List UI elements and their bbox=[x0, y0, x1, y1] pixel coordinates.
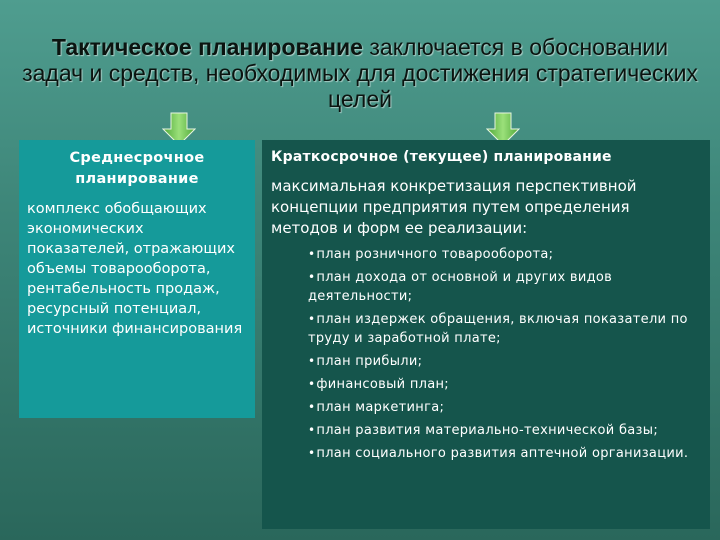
list-item bbox=[308, 421, 701, 440]
medium-term-description: комплекс обобщающих экономических показателей, отражающих объемы товарооборота, рентабельность продаж, ресурсный потенциал, источники финансирования bbox=[27, 201, 243, 337]
bullet-icon: • bbox=[308, 354, 316, 368]
medium-term-heading: Среднесрочное планирование bbox=[69, 150, 205, 187]
list-item bbox=[308, 268, 701, 306]
list-item-text: план дохода от основной и других видов деятельности; bbox=[308, 270, 613, 304]
list-item bbox=[308, 352, 701, 371]
list-item-text: финансовый план; bbox=[316, 377, 449, 392]
bullet-icon: • bbox=[308, 312, 316, 326]
title-rest: заключается в обосновании задач и средств, необходимых для достижения стратегических целей bbox=[22, 34, 698, 112]
plan-list bbox=[271, 245, 701, 463]
title-bold: Тактическое планирование bbox=[51, 34, 363, 60]
bullet-icon: • bbox=[308, 270, 316, 284]
list-item-text: план прибыли; bbox=[316, 354, 423, 369]
bullet-icon: • bbox=[308, 423, 316, 437]
short-term-heading: Краткосрочное (текущее) планирование bbox=[271, 149, 612, 165]
bullet-icon: • bbox=[308, 247, 316, 261]
slide-title bbox=[20, 34, 700, 112]
list-item bbox=[308, 310, 701, 348]
list-item bbox=[308, 398, 701, 417]
bullet-icon: • bbox=[308, 400, 316, 414]
medium-term-planning-box bbox=[19, 140, 255, 418]
list-item-text: план издержек обращения, включая показатели по труду и заработной плате; bbox=[308, 312, 688, 346]
short-term-intro: максимальная конкретизация перспективной концепции предприятия путем определения методов и форм ее реализации: bbox=[271, 177, 637, 237]
short-term-planning-box bbox=[262, 140, 710, 529]
list-item bbox=[308, 375, 701, 394]
bullet-icon: • bbox=[308, 377, 316, 391]
list-item-text: план маркетинга; bbox=[316, 400, 445, 415]
bullet-icon: • bbox=[308, 446, 316, 460]
list-item-text: план розничного товарооборота; bbox=[316, 247, 554, 262]
list-item-text: план развития материально-технической базы; bbox=[316, 423, 659, 438]
list-item-text: план социального развития аптечной организации. bbox=[316, 446, 689, 461]
list-item bbox=[308, 245, 701, 264]
list-item bbox=[308, 444, 701, 463]
